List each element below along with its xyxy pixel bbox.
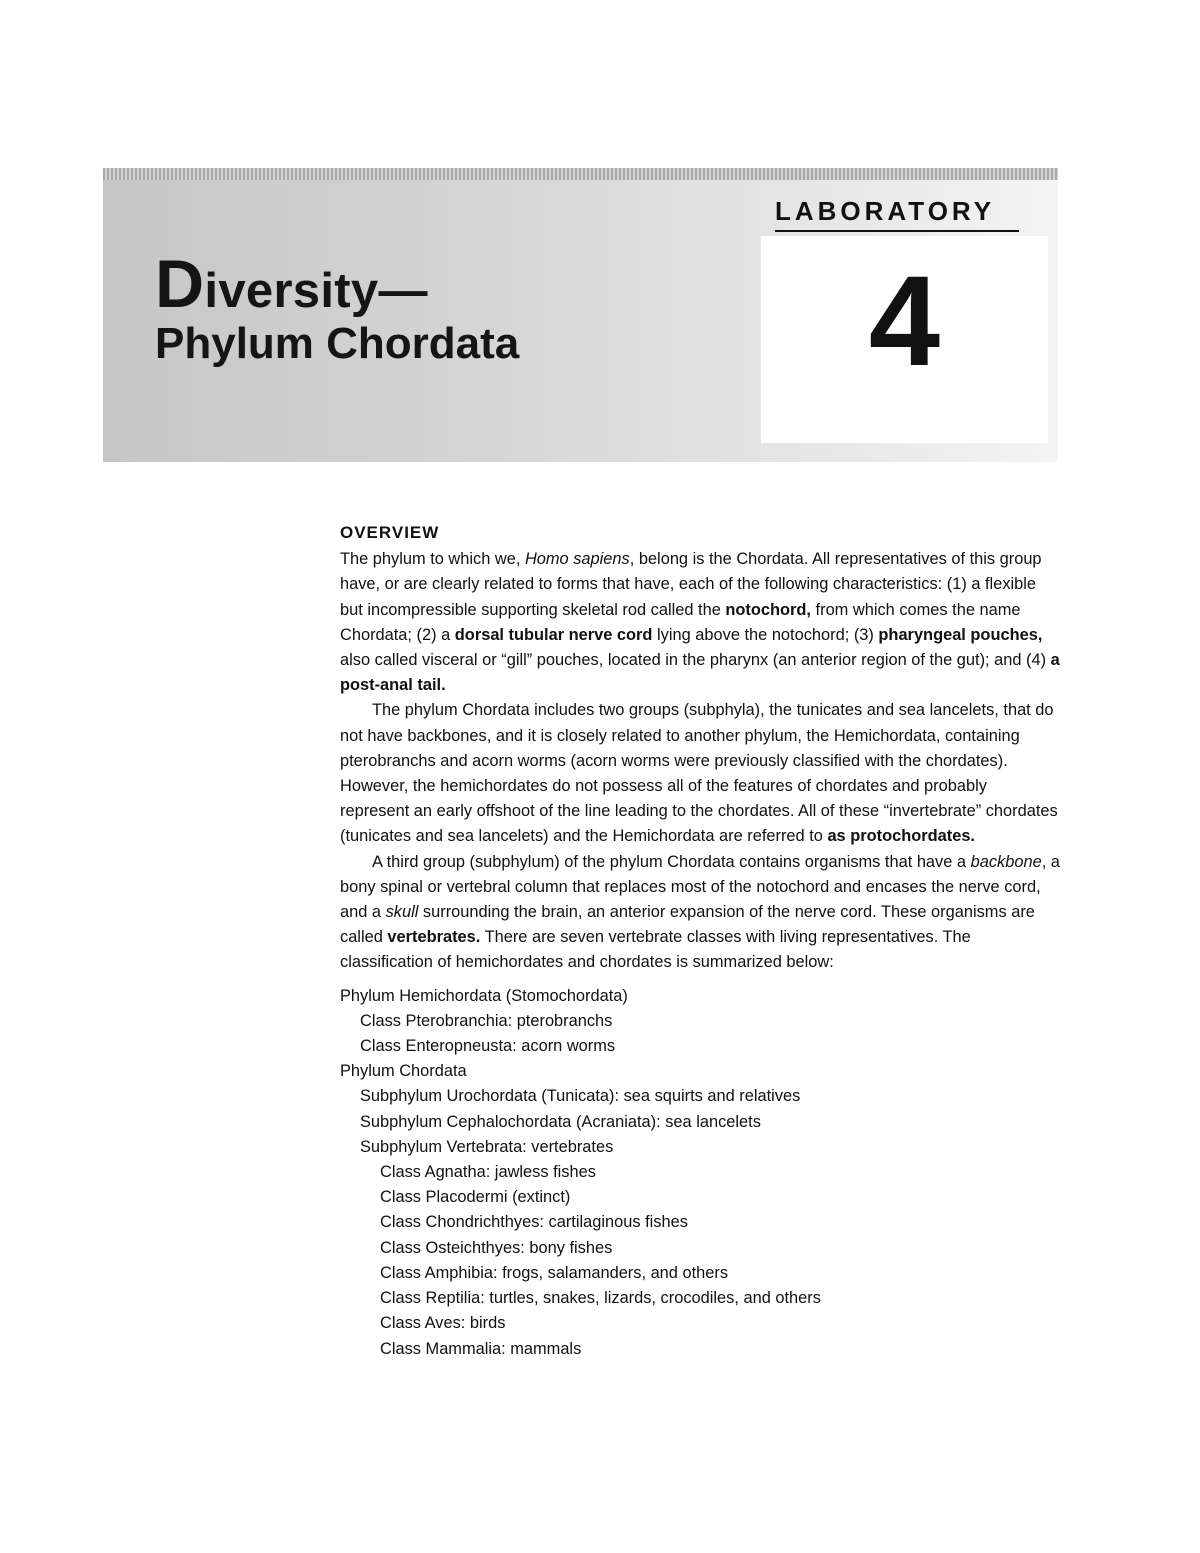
p2-bold-protochordates: as protochordates. — [827, 827, 975, 846]
chapter-banner — [103, 168, 1058, 462]
p1-text: lying above the notochord; (3) — [652, 625, 879, 644]
p1-text: The phylum to which we, — [340, 550, 525, 569]
p3-text: , a bony spinal or vertebral column that replaces most of the notochord and encases the nerve cord, and a — [340, 852, 1060, 922]
p1-text: also called visceral or “gill” pouches, located in the pharynx (an anterior region of the gut); and (4) — [340, 651, 1051, 670]
title-line1-text: iversity— — [204, 264, 428, 318]
p2-text: The phylum Chordata includes two groups (subphyla), the tunicates and sea lancelets, that do not have backbones, and it is closely related to another phylum, the Hemichordata, containing pterobranchs and acorn worms (acorn worms were previously classified with the chordates). However, the hemichordates do not possess all of the features of chordates and probably represent an early offshoot of the line leading to the chordates. All of these “invertebrate” chordates (tunicates and sea lancelets) and the Hemichordata are referred to — [340, 701, 1058, 846]
overview-paragraph-3 — [340, 850, 1060, 976]
p3-text: There are seven vertebrate classes with living representatives. The classification of hemichordates and chordates is summarized below: — [340, 928, 971, 972]
laboratory-label: LABORATORY — [775, 196, 996, 226]
classification-list — [340, 984, 1060, 1362]
chapter-title-line2: Phylum Chordata — [155, 319, 520, 368]
p1-text: , belong is the Chordata. All representatives of this group have, or are clearly related to forms that have, each of the following characteristics: (1) a flexible but incompressible supporting skeletal rod called the — [340, 550, 1042, 619]
p1-text: from which comes the name Chordata; (2) a — [340, 600, 1021, 644]
classification-item: Class Chondrichthyes: cartilaginous fishes — [380, 1213, 688, 1232]
p3-text: surrounding the brain, an anterior expansion of the nerve cord. These organisms are called — [340, 903, 1035, 947]
overview-section — [340, 520, 1060, 1362]
overview-paragraph-1 — [340, 547, 1060, 698]
p3-italic-backbone: backbone — [970, 852, 1042, 871]
lab-number-box — [761, 236, 1048, 443]
lab-number: 4 — [868, 250, 941, 393]
classification-item: Class Agnatha: jawless fishes — [380, 1163, 596, 1182]
classification-item: Phylum Chordata — [340, 1062, 467, 1081]
classification-item: Class Enteropneusta: acorn worms — [360, 1037, 616, 1056]
classification-item: Subphylum Cephalochordata (Acraniata): sea lancelets — [360, 1112, 761, 1131]
classification-item: Class Amphibia: frogs, salamanders, and others — [380, 1263, 729, 1282]
laboratory-rule — [775, 230, 1019, 232]
p1-bold-pharyngeal-pouches: pharyngeal pouches, — [878, 625, 1043, 644]
banner-stripe — [103, 168, 1058, 180]
overview-heading: OVERVIEW — [340, 523, 440, 542]
classification-item: Class Aves: birds — [380, 1314, 506, 1333]
classification-item: Subphylum Vertebrata: vertebrates — [360, 1137, 614, 1156]
chapter-title-line1 — [155, 246, 519, 322]
p3-italic-skull: skull — [385, 903, 419, 922]
classification-item: Class Mammalia: mammals — [380, 1339, 582, 1358]
classification-item: Class Pterobranchia: pterobranchs — [360, 1011, 613, 1030]
chapter-title — [155, 246, 520, 368]
classification-item: Phylum Hemichordata (Stomochordata) — [340, 986, 628, 1005]
p3-bold-vertebrates: vertebrates. — [387, 928, 481, 947]
p1-bold-post-anal-tail: a post-anal tail. — [340, 651, 1060, 695]
classification-item: Subphylum Urochordata (Tunicata): sea squirts and relatives — [360, 1087, 801, 1106]
p1-italic-homo-sapiens: Homo sapiens — [524, 550, 630, 569]
title-dropcap: D — [155, 246, 205, 322]
classification-item: Class Placodermi (extinct) — [380, 1188, 571, 1207]
overview-paragraph-2 — [340, 698, 1060, 849]
p1-bold-dorsal-nerve-cord: dorsal tubular nerve cord — [454, 625, 653, 644]
p1-bold-notochord: notochord, — [725, 600, 811, 619]
p3-text: A third group (subphylum) of the phylum Chordata contains organisms that have a — [372, 852, 971, 871]
classification-item: Class Reptilia: turtles, snakes, lizards, crocodiles, and others — [380, 1289, 821, 1308]
classification-item: Class Osteichthyes: bony fishes — [380, 1238, 613, 1257]
